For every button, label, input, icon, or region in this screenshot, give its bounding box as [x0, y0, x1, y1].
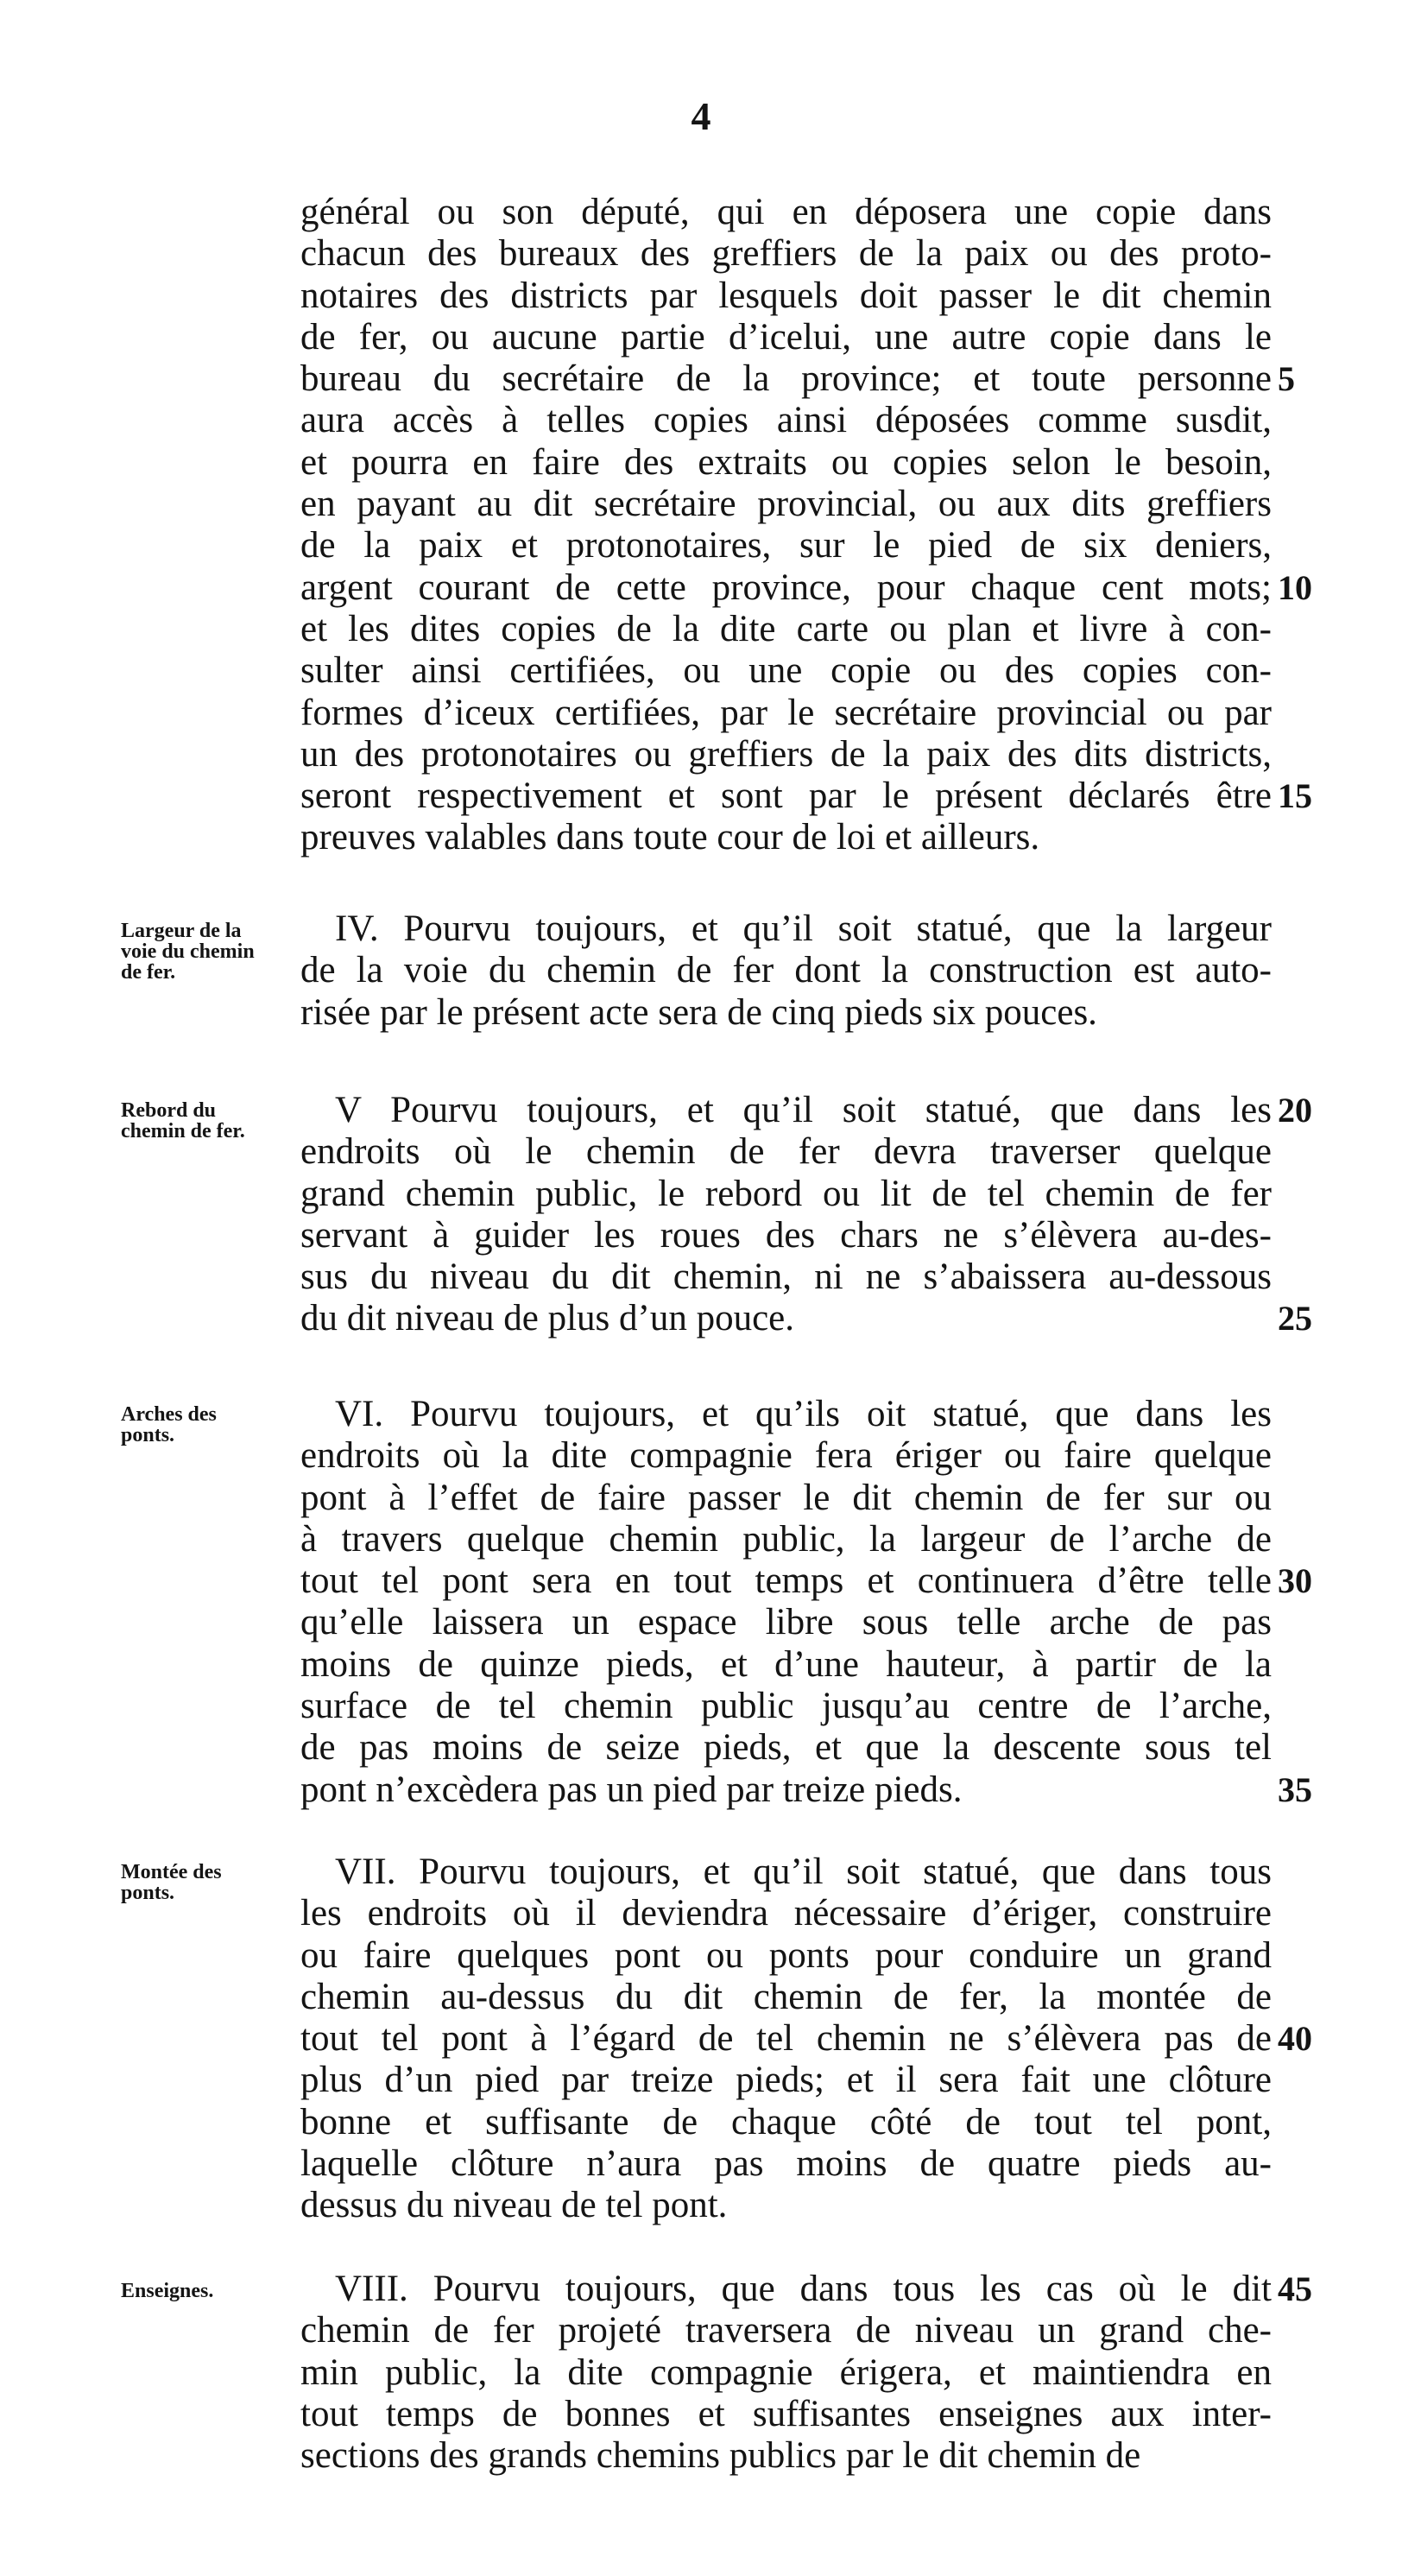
- text-line: tout temps de bonnes et suffisantes enseignes aux inter-: [300, 2393, 1272, 2434]
- text-line: VIII. Pourvu toujours, que dans tous les cas où le dit: [335, 2269, 1272, 2309]
- text-line-row: [300, 1935, 1272, 1977]
- line-number: 45: [1278, 2269, 1312, 2308]
- text-line-row: [300, 1256, 1272, 1298]
- line-number: 10: [1278, 567, 1312, 607]
- text-line-row: [300, 1298, 1312, 1339]
- margin-note-line: Rebord du: [121, 1099, 217, 1122]
- text-line-row: [300, 2269, 1312, 2310]
- text-line: moins de quinze pieds, et d’une hauteur, à partir de la: [300, 1643, 1272, 1685]
- text-line: notaires des districts par lesquels doit passer le dit chemin: [300, 275, 1272, 316]
- text-line-row: [300, 1478, 1272, 1519]
- text-line: bureau du secrétaire de la province; et toute personne: [300, 358, 1272, 400]
- text-line: un des protonotaires ou greffiers de la paix des dits districts,: [300, 733, 1272, 775]
- text-line-row: [300, 775, 1312, 817]
- text-line-row: [300, 2435, 1272, 2477]
- text-line-row: [300, 1851, 1272, 1893]
- text-line: risée par le présent acte sera de cinq pieds six pouces.: [300, 991, 1097, 1033]
- text-line-row: [300, 2185, 1272, 2226]
- text-line-row: [300, 1131, 1272, 1173]
- text-line-row: [300, 1769, 1312, 1811]
- section-vi-text: [300, 1394, 1312, 1811]
- text-line-row: [300, 908, 1272, 950]
- text-line-row: [300, 1893, 1272, 1934]
- text-line-row: [300, 358, 1295, 400]
- section-iv-text: [300, 908, 1272, 1034]
- section-viii-text: [300, 2269, 1312, 2477]
- text-line: surface de tel chemin public jusqu’au centre de l’arche,: [300, 1686, 1272, 1727]
- text-line: sulter ainsi certifiées, ou une copie ou des copies con-: [300, 650, 1272, 692]
- text-line: plus d’un pied par treize pieds; et il sera fait une clôture: [300, 2060, 1272, 2101]
- margin-note-line: Montée des: [121, 1861, 222, 1883]
- margin-note-line: voie du chemin: [121, 940, 255, 963]
- text-line-row: [300, 1174, 1272, 1215]
- text-line-row: [300, 1727, 1272, 1769]
- text-line: chacun des bureaux des greffiers de la paix ou des proto-: [300, 233, 1272, 275]
- text-line-row: [300, 2394, 1272, 2435]
- text-line-row: [300, 275, 1272, 317]
- text-line-row: [300, 1602, 1272, 1643]
- line-number: 35: [1278, 1769, 1312, 1809]
- text-line: grand chemin public, le rebord ou lit de tel chemin de fer: [300, 1173, 1272, 1214]
- text-line: preuves valables dans toute cour de loi et ailleurs.: [300, 817, 1040, 858]
- text-line-row: [300, 1435, 1272, 1477]
- text-line-row: [300, 484, 1272, 525]
- text-line-row: [300, 734, 1272, 775]
- text-line: argent courant de cette province, pour chaque cent mots;: [300, 566, 1272, 608]
- section-vii-text: [300, 1851, 1312, 2227]
- text-line: min public, la dite compagnie érigera, et maintiendra en: [300, 2351, 1272, 2393]
- text-line: pont à l’effet de faire passer le dit chemin de fer sur ou: [300, 1477, 1272, 1518]
- text-line: chemin de fer projeté traversera de niveau un grand che-: [300, 2310, 1272, 2351]
- text-line: laquelle clôture n’aura pas moins de quatre pieds au-: [300, 2143, 1272, 2185]
- text-line-row: [300, 192, 1272, 233]
- text-line: endroits où la dite compagnie fera ériger ou faire quelque: [300, 1435, 1272, 1477]
- text-line: ou faire quelques pont ou ponts pour conduire un grand: [300, 1934, 1272, 1976]
- text-line-row: [300, 609, 1272, 650]
- line-number: 30: [1278, 1561, 1312, 1601]
- text-line-row: [300, 992, 1272, 1034]
- text-line: de la paix et protonotaires, sur le pied de six deniers,: [300, 525, 1272, 566]
- text-line-row: [300, 650, 1272, 692]
- text-line: pont n’excèdera pas un pied par treize pieds.: [300, 1769, 963, 1810]
- margin-note-rebord: [121, 1100, 298, 1142]
- margin-note-line: de fer.: [121, 961, 176, 984]
- text-line: général ou son député, qui en déposera une copie dans: [300, 192, 1272, 232]
- body-text: [300, 192, 1312, 859]
- text-line-row: [300, 1519, 1272, 1560]
- text-line: en payant au dit secrétaire provincial, ou aux dits greffiers: [300, 484, 1272, 525]
- text-line: endroits où le chemin de fer devra traverser quelque: [300, 1131, 1272, 1173]
- margin-note-montee: [121, 1862, 298, 1903]
- text-line-row: [300, 1394, 1272, 1435]
- text-line-row: [300, 442, 1272, 484]
- text-line: et les dites copies de la dite carte ou plan et livre à con-: [300, 608, 1272, 649]
- margin-note-enseignes: [121, 2281, 298, 2301]
- margin-note-arches: [121, 1404, 298, 1446]
- text-line: VI. Pourvu toujours, et qu’ils oit statué, que dans les: [335, 1394, 1272, 1434]
- line-number: 40: [1278, 2019, 1312, 2059]
- text-line: IV. Pourvu toujours, et qu’il soit statué, que la largeur: [335, 908, 1272, 949]
- text-line: du dit niveau de plus d’un pouce.: [300, 1298, 795, 1339]
- text-line-row: [300, 1686, 1272, 1727]
- margin-note-line: chemin de fer.: [121, 1120, 245, 1142]
- margin-note-line: Arches des: [121, 1403, 217, 1426]
- text-line: bonne et suffisante de chaque côté de tout tel pont,: [300, 2101, 1272, 2142]
- text-line-row: [300, 2310, 1272, 2351]
- text-line-row: [300, 950, 1272, 991]
- text-line: tout tel pont sera en tout temps et continuera d’être telle: [300, 1560, 1272, 1602]
- margin-note-line: ponts.: [121, 1882, 175, 1904]
- line-number: 5: [1278, 359, 1295, 399]
- margin-note-largeur: [121, 921, 298, 983]
- text-line: sus du niveau du dit chemin, ni ne s’abaissera au-dessous: [300, 1256, 1272, 1298]
- text-line: de la voie du chemin de fer dont la construction est auto-: [300, 950, 1272, 991]
- margin-note-line: ponts.: [121, 1424, 175, 1446]
- text-line: les endroits où il deviendra nécessaire d’ériger, construire: [300, 1893, 1272, 1934]
- text-line: aura accès à telles copies ainsi déposées comme susdit,: [300, 400, 1272, 441]
- text-line: V Pourvu toujours, et qu’il soit statué, que dans les: [335, 1090, 1272, 1130]
- text-line: chemin au-dessus du dit chemin de fer, la montée de: [300, 1976, 1272, 2017]
- text-line-row: [300, 693, 1272, 734]
- text-line-row: [300, 2060, 1272, 2101]
- text-line-row: [300, 2102, 1272, 2143]
- text-line-row: [300, 525, 1272, 566]
- text-line: de pas moins de seize pieds, et que la descente sous tel: [300, 1727, 1272, 1769]
- text-line-row: [300, 2018, 1312, 2060]
- text-line-row: [300, 1090, 1312, 1131]
- section-v-text: [300, 1090, 1312, 1340]
- line-number: 25: [1278, 1299, 1312, 1339]
- line-number: 20: [1278, 1091, 1312, 1130]
- text-line: à travers quelque chemin public, la largeur de l’arche de: [300, 1518, 1272, 1560]
- text-line-row: [300, 2352, 1272, 2394]
- text-line: tout tel pont à l’égard de tel chemin ne s’élèvera pas de: [300, 2018, 1272, 2060]
- text-line: dessus du niveau de tel pont.: [300, 2185, 728, 2226]
- page-number: 4: [691, 94, 711, 138]
- text-line-row: [300, 233, 1272, 275]
- text-line-row: [300, 817, 1272, 858]
- text-line: et pourra en faire des extraits ou copies selon le besoin,: [300, 441, 1272, 483]
- text-line-row: [300, 400, 1272, 441]
- text-line-row: [300, 2143, 1272, 2185]
- line-number: 15: [1278, 776, 1312, 816]
- text-line: VII. Pourvu toujours, et qu’il soit statué, que dans tous: [335, 1851, 1272, 1892]
- text-line: seront respectivement et sont par le présent déclarés être: [300, 775, 1272, 817]
- text-line-row: [300, 1560, 1312, 1602]
- text-line: servant à guider les roues des chars ne s’élèvera au-des-: [300, 1214, 1272, 1256]
- margin-note-line: Largeur de la: [121, 920, 242, 942]
- text-line-row: [300, 317, 1272, 358]
- text-line-row: [300, 1977, 1272, 2018]
- text-line-row: [300, 1215, 1272, 1256]
- text-line: qu’elle laissera un espace libre sous telle arche de pas: [300, 1602, 1272, 1643]
- text-line: formes d’iceux certifiées, par le secrétaire provincial ou par: [300, 692, 1272, 733]
- text-line: sections des grands chemins publics par le dit chemin de: [300, 2435, 1141, 2477]
- text-line-row: [300, 1644, 1272, 1686]
- text-line-row: [300, 566, 1312, 609]
- text-line: de fer, ou aucune partie d’icelui, une autre copie dans le: [300, 316, 1272, 358]
- margin-note-line: Enseignes.: [121, 2280, 214, 2302]
